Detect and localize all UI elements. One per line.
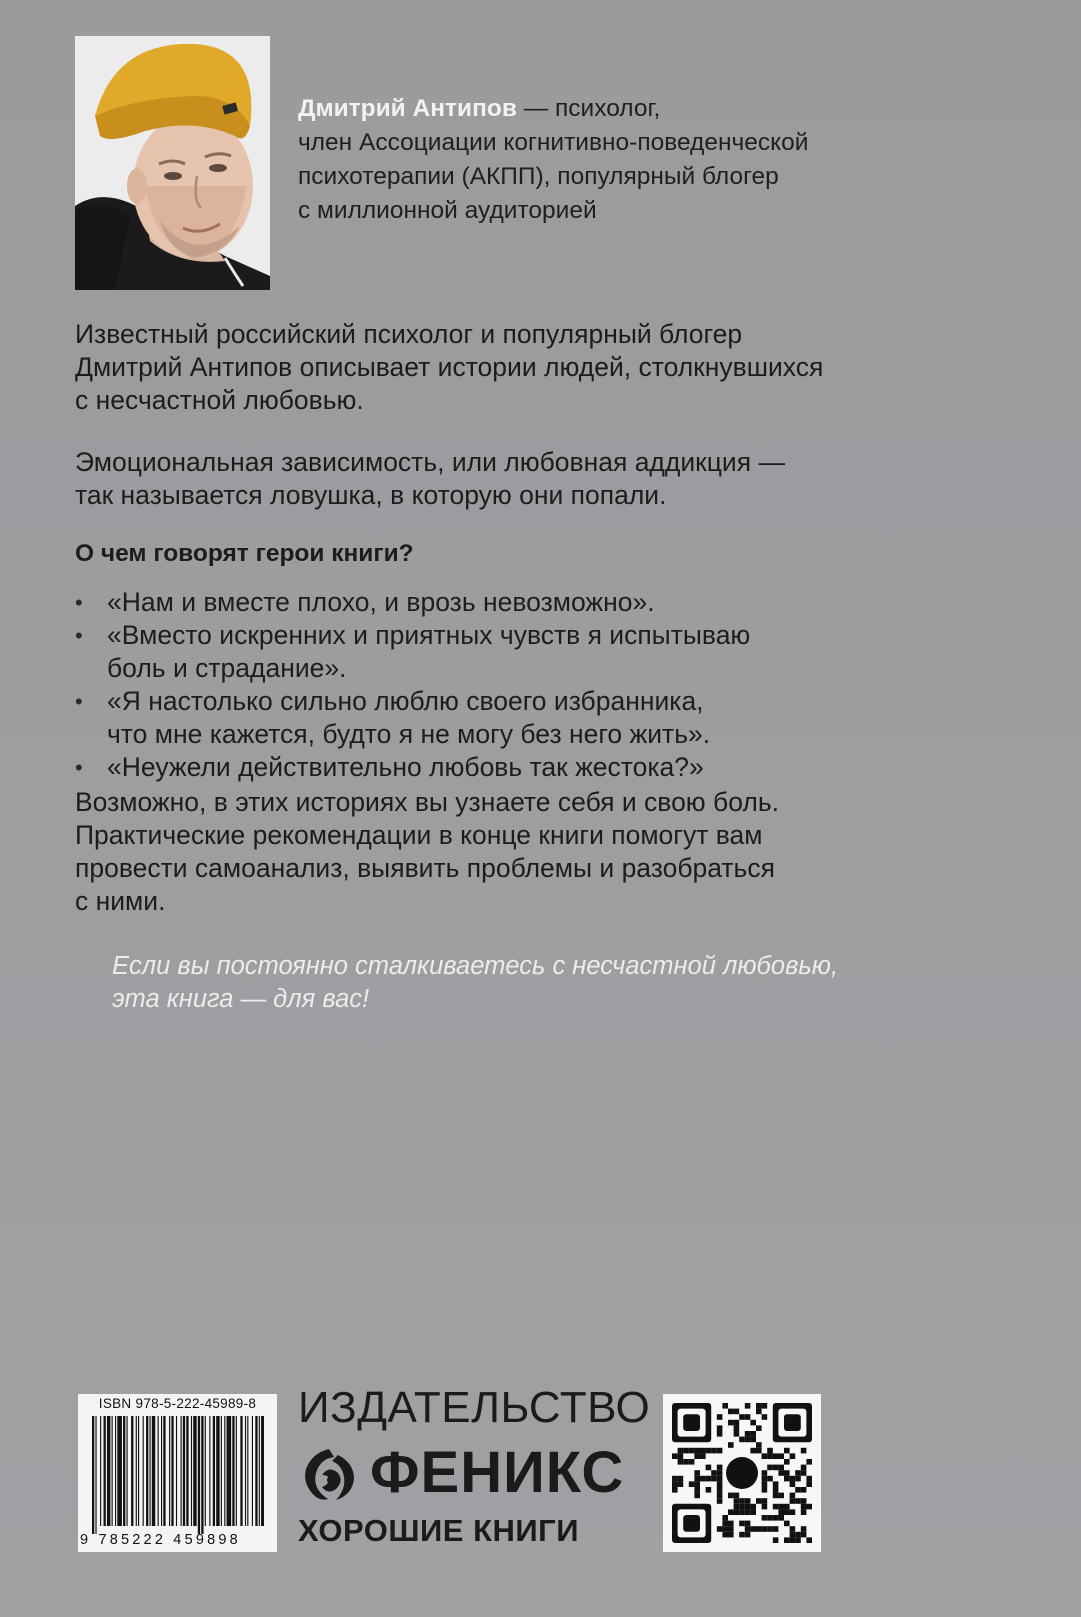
quote-line: «Вместо искренних и приятных чувств я испытываю: [107, 620, 751, 650]
author-bio: [298, 92, 818, 228]
qr-module: [734, 1498, 740, 1504]
qr-code: [663, 1394, 821, 1552]
text-line: с несчастной любовью.: [75, 385, 364, 415]
barcode-bar: [232, 1416, 234, 1526]
publisher-slogan: ХОРОШИЕ КНИГИ: [298, 1513, 580, 1548]
qr-module: [700, 1476, 706, 1482]
qr-module: [672, 1453, 678, 1459]
barcode-bar: [236, 1416, 237, 1526]
qr-module: [773, 1526, 779, 1532]
qr-module: [767, 1476, 773, 1482]
section-heading: О чем говорят герои книги?: [75, 540, 414, 567]
qr-module: [739, 1509, 745, 1515]
qr-module: [778, 1504, 784, 1510]
qr-module: [806, 1476, 812, 1482]
qr-module: [795, 1476, 801, 1482]
qr-module: [773, 1515, 779, 1521]
qr-module: [722, 1526, 728, 1532]
qr-module: [722, 1532, 728, 1538]
qr-module: [706, 1476, 712, 1482]
barcode-bar: [107, 1416, 110, 1526]
tagline: [112, 950, 972, 1016]
qr-module: [694, 1453, 700, 1459]
barcode-bar: [169, 1416, 170, 1526]
qr-module: [778, 1509, 784, 1515]
qr-module: [801, 1504, 807, 1510]
qr-module: [683, 1448, 689, 1454]
qr-module: [745, 1498, 751, 1504]
text-line: Эмоциональная зависимость, или любовная аддикция —: [75, 447, 785, 477]
qr-module: [739, 1504, 745, 1510]
publisher-block: [298, 1383, 651, 1549]
qr-module: [689, 1481, 695, 1487]
qr-module: [711, 1448, 717, 1454]
qr-module: [717, 1425, 723, 1431]
barcode-bar: [240, 1416, 242, 1526]
addiction-paragraph: [75, 446, 975, 512]
qr-module: [767, 1526, 773, 1532]
text-line: провести самоанализ, выявить проблемы и разобраться: [75, 853, 775, 883]
qr-module: [728, 1409, 734, 1415]
qr-module: [795, 1498, 801, 1504]
barcode-bar: [131, 1416, 133, 1526]
barcode-bar: [163, 1416, 165, 1526]
qr-module: [745, 1509, 751, 1515]
bullet-icon: •: [75, 623, 83, 648]
qr-module: [784, 1504, 790, 1510]
qr-module: [750, 1509, 756, 1515]
barcode-bar: [213, 1416, 215, 1526]
quote-line: «Нам и вместе плохо, и врозь невозможно».: [107, 587, 655, 617]
barcode-bar: [138, 1416, 139, 1526]
qr-module: [762, 1504, 768, 1510]
qr-logo: [726, 1457, 758, 1489]
qr-module: [778, 1465, 784, 1471]
qr-module: [683, 1459, 689, 1465]
author-bio-line: член Ассоциации когнитивно-поведенческой: [298, 129, 809, 156]
qr-module: [756, 1425, 762, 1431]
phoenix-logo-icon: [298, 1445, 360, 1503]
qr-module: [728, 1442, 734, 1448]
qr-module: [790, 1526, 796, 1532]
qr-module: [790, 1532, 796, 1538]
qr-module: [694, 1476, 700, 1482]
qr-module: [790, 1493, 796, 1499]
qr-module: [790, 1498, 796, 1504]
qr-module: [694, 1493, 700, 1499]
qr-module: [773, 1504, 779, 1510]
qr-module: [790, 1481, 796, 1487]
qr-module: [734, 1493, 740, 1499]
qr-module: [801, 1448, 807, 1454]
qr-module: [778, 1515, 784, 1521]
author-bio-line: с миллионной аудиторией: [298, 197, 597, 224]
qr-module: [722, 1403, 728, 1409]
barcode: [78, 1394, 277, 1552]
barcode-bar: [117, 1416, 122, 1526]
qr-module: [734, 1420, 740, 1426]
barcode-bar: [259, 1416, 260, 1526]
qr-module: [762, 1526, 768, 1532]
barcode-bar: [123, 1416, 125, 1526]
barcode-bar: [261, 1416, 264, 1526]
qr-module: [790, 1509, 796, 1515]
qr-module: [734, 1425, 740, 1431]
barcode-bar: [161, 1416, 162, 1526]
author-photo: [75, 36, 270, 290]
bullet-icon: •: [75, 755, 83, 780]
barcode-bar: [136, 1416, 137, 1526]
barcode-bar: [247, 1416, 248, 1526]
qr-module: [717, 1470, 723, 1476]
barcode-bar: [198, 1416, 200, 1534]
qr-module: [706, 1448, 712, 1454]
barcode-bar: [171, 1416, 173, 1526]
qr-module: [745, 1431, 751, 1437]
barcode-bar: [224, 1416, 225, 1526]
qr-module: [745, 1437, 751, 1443]
bullet-icon: •: [75, 689, 83, 714]
qr-module: [750, 1431, 756, 1437]
qr-module: [806, 1481, 812, 1487]
qr-module: [784, 1521, 790, 1527]
qr-module: [672, 1476, 678, 1482]
qr-module: [734, 1504, 740, 1510]
qr-module: [790, 1537, 796, 1543]
qr-module: [795, 1537, 801, 1543]
qr-module: [801, 1532, 807, 1538]
publisher-name: ФЕНИКС: [370, 1440, 625, 1505]
qr-module: [678, 1448, 684, 1454]
qr-module: [739, 1437, 745, 1443]
qr-module: [694, 1470, 700, 1476]
qr-module: [762, 1515, 768, 1521]
qr-module: [734, 1431, 740, 1437]
qr-module: [801, 1487, 807, 1493]
qr-module: [778, 1493, 784, 1499]
qr-module: [745, 1403, 751, 1409]
intro-paragraph: [75, 318, 975, 417]
text-line: так называется ловушка, в которую они попали.: [75, 480, 667, 510]
qr-module: [801, 1509, 807, 1515]
qr-module: [745, 1414, 751, 1420]
qr-module: [762, 1403, 768, 1409]
qr-module: [722, 1515, 728, 1521]
qr-module: [739, 1532, 745, 1538]
barcode-bar: [216, 1416, 219, 1526]
qr-module: [728, 1493, 734, 1499]
qr-module: [801, 1470, 807, 1476]
qr-module: [756, 1448, 762, 1454]
barcode-bar: [100, 1416, 101, 1526]
qr-finder: [683, 1515, 700, 1532]
qr-module: [767, 1465, 773, 1471]
barcode-bar: [143, 1416, 144, 1526]
qr-module: [722, 1521, 728, 1527]
qr-module: [739, 1498, 745, 1504]
qr-module: [756, 1526, 762, 1532]
barcode-bar: [104, 1416, 106, 1526]
bullet-icon: •: [75, 590, 83, 615]
conclusion-paragraph: [75, 786, 975, 918]
qr-module: [762, 1414, 768, 1420]
qr-module: [784, 1476, 790, 1482]
qr-module: [745, 1504, 751, 1510]
qr-module: [706, 1465, 712, 1471]
barcode-bar: [245, 1416, 246, 1526]
quote-item: [75, 751, 975, 784]
qr-module: [795, 1532, 801, 1538]
qr-finder: [683, 1414, 700, 1431]
author-bio-line: психотерапии (АКПП), популярный блогер: [298, 163, 779, 190]
barcode-bar: [152, 1416, 155, 1526]
tagline-line: эта книга — для вас!: [112, 985, 370, 1013]
qr-module: [767, 1453, 773, 1459]
qr-module: [717, 1481, 723, 1487]
qr-module: [706, 1487, 712, 1493]
qr-module: [728, 1521, 734, 1527]
author-bio-line: — психолог,: [516, 95, 661, 122]
qr-module: [806, 1537, 812, 1543]
qr-module: [678, 1481, 684, 1487]
qr-module: [717, 1487, 723, 1493]
text-line: Практические рекомендации в конце книги помогут вам: [75, 820, 763, 850]
qr-module: [750, 1448, 756, 1454]
qr-module: [806, 1459, 812, 1465]
qr-module: [734, 1409, 740, 1415]
quote-item: [75, 619, 975, 685]
qr-module: [728, 1532, 734, 1538]
barcode-bars: [92, 1416, 264, 1534]
qr-module: [795, 1487, 801, 1493]
qr-module: [694, 1481, 700, 1487]
barcode-bar: [95, 1416, 96, 1534]
qr-module: [756, 1403, 762, 1409]
qr-module: [745, 1532, 751, 1538]
qr-module: [717, 1476, 723, 1482]
qr-module: [750, 1420, 756, 1426]
text-line: с ними.: [75, 886, 166, 916]
qr-module: [762, 1498, 768, 1504]
barcode-bar: [227, 1416, 232, 1526]
qr-module: [773, 1493, 779, 1499]
qr-module: [678, 1476, 684, 1482]
qr-module: [790, 1476, 796, 1482]
qr-module: [784, 1459, 790, 1465]
quote-list: [75, 586, 975, 784]
qr-module: [694, 1448, 700, 1454]
qr-module: [745, 1526, 751, 1532]
qr-module: [711, 1476, 717, 1482]
qr-module: [784, 1509, 790, 1515]
barcode-bar: [112, 1416, 113, 1526]
qr-module: [689, 1459, 695, 1465]
qr-module: [739, 1414, 745, 1420]
barcode-bar: [183, 1416, 185, 1526]
qr-finder: [784, 1414, 801, 1431]
barcode-bar: [127, 1416, 128, 1526]
qr-module: [801, 1526, 807, 1532]
barcode-bar: [146, 1416, 148, 1526]
qr-module: [750, 1526, 756, 1532]
qr-module: [773, 1487, 779, 1493]
qr-module: [784, 1470, 790, 1476]
quote-line: «Неужели действительно любовь так жестока?»: [107, 752, 704, 782]
qr-module: [806, 1504, 812, 1510]
text-line: Известный российский психолог и популярный блогер: [75, 319, 743, 349]
qr-module: [700, 1453, 706, 1459]
author-name: Дмитрий Антипов: [298, 95, 517, 122]
quote-line: «Я настолько сильно люблю своего избранника,: [107, 686, 704, 716]
qr-module: [773, 1481, 779, 1487]
qr-module: [717, 1431, 723, 1437]
qr-module: [728, 1526, 734, 1532]
qr-module: [750, 1437, 756, 1443]
barcode-bar: [201, 1416, 203, 1534]
text-line: Возможно, в этих историях вы узнаете себя и свою боль.: [75, 787, 780, 817]
qr-module: [790, 1453, 796, 1459]
qr-module: [762, 1476, 768, 1482]
qr-module: [750, 1504, 756, 1510]
qr-module: [762, 1481, 768, 1487]
barcode-bar: [255, 1416, 257, 1526]
qr-module: [784, 1448, 790, 1454]
qr-module: [756, 1498, 762, 1504]
qr-module: [801, 1465, 807, 1471]
qr-module: [734, 1509, 740, 1515]
qr-module: [767, 1448, 773, 1454]
barcode-bar: [158, 1416, 159, 1526]
qr-module: [762, 1470, 768, 1476]
quote-line: что мне кажется, будто я не могу без него жить».: [107, 719, 711, 749]
barcode-bar: [115, 1416, 116, 1526]
qr-module: [773, 1465, 779, 1471]
quote-line: боль и страдание».: [107, 653, 347, 683]
qr-module: [784, 1537, 790, 1543]
qr-module: [672, 1481, 678, 1487]
qr-module: [672, 1487, 678, 1493]
quote-item: [75, 586, 975, 619]
barcode-bar: [150, 1416, 151, 1526]
qr-module: [801, 1498, 807, 1504]
qr-module: [717, 1448, 723, 1454]
qr-module: [700, 1448, 706, 1454]
qr-module: [745, 1521, 751, 1527]
qr-module: [678, 1453, 684, 1459]
tagline-line: Если вы постоянно сталкиваетесь с несчастной любовью,: [112, 952, 839, 980]
qr-module: [728, 1420, 734, 1426]
qr-module: [728, 1509, 734, 1515]
text-line: Дмитрий Антипов описывает истории людей, столкнувшихся: [75, 352, 824, 382]
qr-module: [678, 1459, 684, 1465]
qr-module: [717, 1493, 723, 1499]
qr-module: [773, 1537, 779, 1543]
barcode-bar: [176, 1416, 177, 1526]
qr-module: [767, 1515, 773, 1521]
qr-module: [773, 1453, 779, 1459]
ean-number: 9 785222 459898: [80, 1532, 241, 1548]
barcode-bar: [181, 1416, 182, 1526]
isbn-label: ISBN 978-5-222-45989-8: [98, 1396, 257, 1411]
barcode-bar: [186, 1416, 188, 1526]
qr-module: [762, 1487, 768, 1493]
qr-module: [795, 1470, 801, 1476]
qr-module: [711, 1470, 717, 1476]
qr-module: [739, 1521, 745, 1527]
qr-module: [717, 1465, 723, 1471]
qr-module: [717, 1526, 723, 1532]
barcode-bar: [221, 1416, 222, 1526]
barcode-bar: [252, 1416, 253, 1526]
barcode-bar: [191, 1416, 192, 1526]
barcode-bar: [205, 1416, 206, 1526]
qr-module: [717, 1498, 723, 1504]
qr-module: [778, 1453, 784, 1459]
barcode-bar: [193, 1416, 196, 1526]
qr-module: [694, 1487, 700, 1493]
qr-module: [756, 1409, 762, 1415]
barcode-bar: [92, 1416, 94, 1534]
qr-module: [762, 1453, 768, 1459]
qr-module: [689, 1448, 695, 1454]
publisher-label: ИЗДАТЕЛЬСТВО: [298, 1383, 651, 1432]
qr-module: [778, 1470, 784, 1476]
qr-module: [756, 1442, 762, 1448]
barcode-bar: [209, 1416, 210, 1526]
qr-module: [717, 1414, 723, 1420]
quote-item: [75, 685, 975, 751]
